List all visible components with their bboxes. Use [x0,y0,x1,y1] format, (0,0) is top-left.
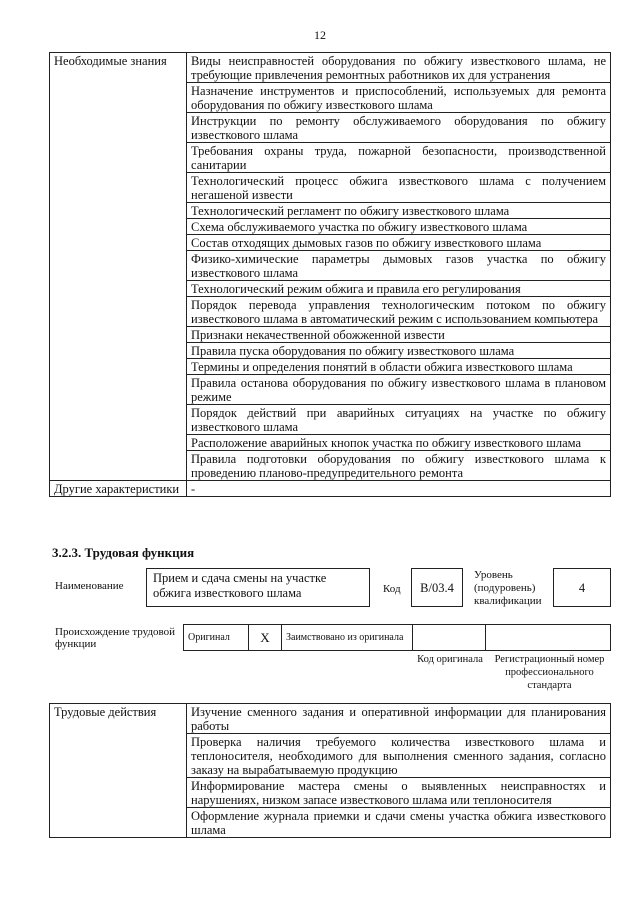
knowledge-table [49,52,611,497]
knowledge-item: Физико-химические параметры дымовых газов участка по обжигу известкового шлама [187,251,611,281]
knowledge-item: Порядок действий при аварийных ситуациях на участке по обжигу известкового шлама [187,405,611,435]
function-code-value: В/03.4 [411,568,463,607]
knowledge-item: Правила останова оборудования по обжигу известкового шлама в плановом режиме [187,375,611,405]
section-heading: 3.2.3. Трудовая функция [52,545,195,560]
knowledge-item: Требования охраны труда, пожарной безопасности, производственной санитарии [187,143,611,173]
table-row [50,53,611,83]
knowledge-item: Правила пуска оборудования по обжигу известкового шлама [187,343,611,359]
origin-reg-caption: Регистрационный номер профессионального стандарта [494,654,605,691]
other-characteristics-label: Другие характеристики [50,481,187,497]
knowledge-item: Термины и определения понятий в области обжига известкового шлама [187,359,611,375]
knowledge-item: Технологический режим обжига и правила его регулирования [187,281,611,297]
qualification-level-label-text: Уровень (подуровень) квалификации [474,569,542,607]
origin-code-caption: Код оригинала [417,654,483,665]
knowledge-item: Технологический процесс обжига известкового шлама с получением негашеной извести [187,173,611,203]
origin-reg-cell [486,625,611,651]
knowledge-item: Технологический регламент по обжигу известкового шлама [187,203,611,219]
knowledge-item: Схема обслуживаемого участка по обжигу известкового шлама [187,219,611,235]
function-name-value: Прием и сдача смены на участке обжига известкового шлама [146,568,370,607]
origin-borrowed-label: Заимствовано из оригинала [282,625,413,651]
table-row [50,481,611,497]
qualification-level-value: 4 [553,568,611,607]
function-code-label: Код [383,583,401,595]
origin-original-mark: X [249,625,282,651]
labor-action-item: Информирование мастера смены о выявленных неисправностях и нарушениях, низком запасе известкового шлама или теплоносителя [187,778,611,808]
knowledge-item: Инструкции по ремонту обслуживаемого оборудования по обжигу известкового шлама [187,113,611,143]
labor-action-item: Оформление журнала приемки и сдачи смены участка обжига известкового шлама [187,808,611,838]
origin-grid [183,624,611,651]
labor-action-item: Проверка наличия требуемого количества известкового шлама и теплоносителя, необходимого для выполнения сменного задания, согласно заказу на вырабатываемую продукцию [187,734,611,778]
page-number: 12 [314,28,326,42]
other-characteristics-value: - [187,481,611,497]
knowledge-item: Назначение инструментов и приспособлений, используемых для ремонта оборудования по обжигу известкового шлама [187,83,611,113]
table-row [50,704,611,734]
knowledge-item: Расположение аварийных кнопок участка по обжигу известкового шлама [187,435,611,451]
qualification-level-label [474,569,552,608]
origin-label: Происхождение трудовой функции [55,626,176,650]
knowledge-item: Порядок перевода управления технологическим потоком по обжигу известкового шлама в автоматический режим с использованием компьютера [187,297,611,327]
knowledge-item: Виды неисправностей оборудования по обжигу известкового шлама, не требующие привлечения ремонтных работников их для устранения [187,53,611,83]
function-name-label: Наименование [55,580,124,592]
labor-actions-label: Трудовые действия [50,704,187,838]
knowledge-item: Признаки некачественной обожженной извести [187,327,611,343]
labor-action-item: Изучение сменного задания и оперативной информации для планирования работы [187,704,611,734]
actions-table [49,703,611,838]
origin-code-cell [413,625,486,651]
knowledge-item: Состав отходящих дымовых газов по обжигу известкового шлама [187,235,611,251]
knowledge-label: Необходимые знания [50,53,187,481]
origin-original-label: Оригинал [184,625,249,651]
knowledge-item: Правила подготовки оборудования по обжигу известкового шлама к проведению планово-предупредительного ремонта [187,451,611,481]
